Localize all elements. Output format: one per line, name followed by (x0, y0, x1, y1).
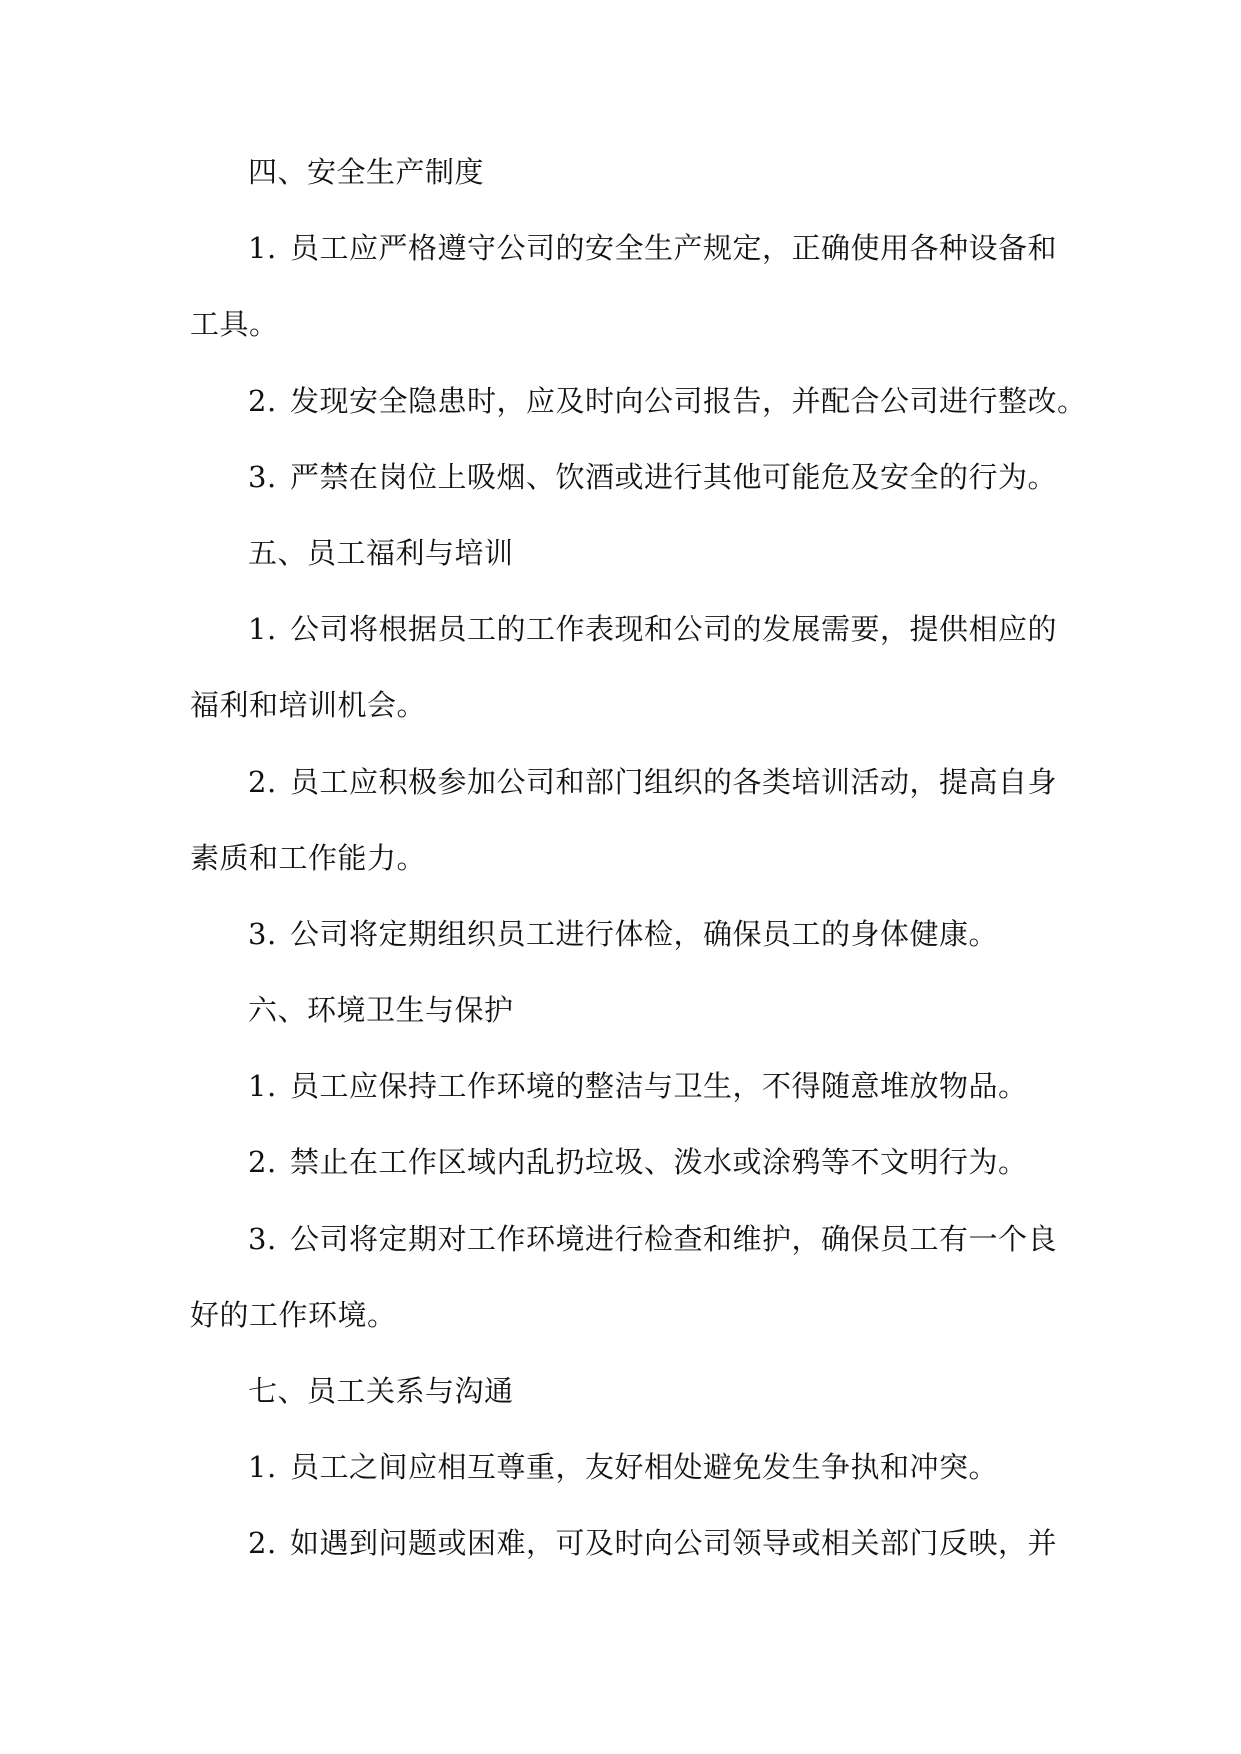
list-item-continuation: 素质和工作能力。 (190, 840, 427, 875)
item-number: 3. (248, 1221, 277, 1256)
item-text: 公司将定期组织员工进行体检，确保员工的身体健康。 (290, 916, 999, 951)
list-item (190, 1511, 1058, 1587)
item-text: 禁止在工作区域内乱扔垃圾、泼水或涂鸦等不文明行为。 (290, 1145, 1028, 1180)
list-item-continuation: 福利和培训机会。 (190, 688, 427, 723)
section-heading-welfare: 五、员工福利与培训 (248, 535, 514, 570)
item-number: 2. (248, 1526, 277, 1561)
list-item (190, 1054, 1052, 1130)
list-item (190, 369, 1087, 445)
list-item (190, 1435, 1052, 1511)
list-item-continuation: 好的工作环境。 (190, 1297, 397, 1332)
list-item (190, 597, 1058, 673)
list-item (190, 750, 1058, 826)
item-number: 3. (248, 916, 277, 951)
section-heading-relations: 七、员工关系与沟通 (248, 1374, 514, 1408)
section-heading-environment: 六、环境卫生与保护 (248, 993, 514, 1028)
list-item (190, 1130, 1052, 1206)
item-number: 1. (248, 612, 277, 647)
item-text: 发现安全隐患时，应及时向公司报告，并配合公司进行整改。 (290, 383, 1087, 418)
document-body (190, 140, 1087, 1588)
list-item-continuation: 工具。 (190, 307, 279, 342)
item-number: 3. (248, 459, 277, 494)
item-text: 员工应保持工作环境的整洁与卫生，不得随意堆放物品。 (290, 1069, 1028, 1104)
item-number: 1. (248, 231, 277, 266)
item-number: 2. (248, 1145, 277, 1180)
list-item (190, 445, 1058, 521)
section-heading-safety: 四、安全生产制度 (248, 155, 485, 189)
list-item (190, 216, 1058, 292)
list-item (190, 1207, 1058, 1283)
item-text: 如遇到问题或困难，可及时向公司领导或相关部门反映，并 (290, 1526, 1058, 1561)
item-text: 公司将定期对工作环境进行检查和维护，确保员工有一个良 (290, 1221, 1058, 1256)
item-text: 员工之间应相互尊重，友好相处避免发生争执和冲突。 (290, 1450, 999, 1485)
item-text: 严禁在岗位上吸烟、饮酒或进行其他可能危及安全的行为。 (290, 459, 1058, 494)
item-text: 公司将根据员工的工作表现和公司的发展需要，提供相应的 (290, 612, 1058, 647)
item-text: 员工应严格遵守公司的安全生产规定，正确使用各种设备和 (290, 231, 1058, 266)
item-text: 员工应积极参加公司和部门组织的各类培训活动，提高自身 (290, 764, 1058, 799)
item-number: 1. (248, 1450, 277, 1485)
item-number: 1. (248, 1069, 277, 1104)
item-number: 2. (248, 383, 277, 418)
list-item (190, 902, 1052, 978)
item-number: 2. (248, 764, 277, 799)
